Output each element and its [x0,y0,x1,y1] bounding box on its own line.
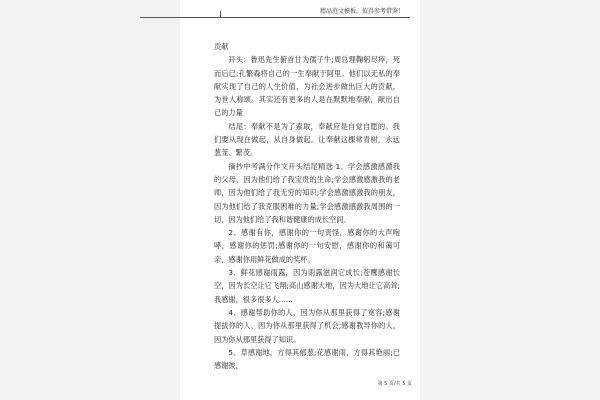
document-body [214,40,400,372]
paragraph-1: 摘抄中考满分作文开头结尾精选 1、学会感激感激我的父母，因为他们给了我宝贵的生命;学会感激感激我的老师，因为他们给了我无穷的知识;学会感激感激我的朋友，因为他们给了我克服困难的力量;学会感激感激我周围的一切，因为他们给了我和谐健康的成长空间。 [214,161,400,224]
header-divider-tick [220,11,221,18]
paragraph-3: 3、鲜花感谢雨露，因为雨露滋润它成长;苍鹰感谢长空，因为长空让它飞翔;高山感谢大地，因为大地让它高耸;我感谢，很多很多人…… [214,268,400,304]
page-number: 第 5 页/共 5 页 [377,381,412,387]
paragraph-4: 4、感谢帮助你的人，因为你从那里获得了宽容;感谢提拔你的人，因为你从那里获得了机会;感谢教导你的人，因为你从那里获得了知识。 [214,307,400,344]
header-tagline: 精品范文模板，值得参考借鉴！ [319,8,404,15]
paragraph-5: 5、草感谢地，方得其郁葱;花感谢雨，方得其艳丽;已感谢彼， [214,347,400,371]
document-page [180,0,420,400]
paragraph-opening: 开头：鲁迅先生俯首甘为孺子牛;周总理鞠躬尽瘁，死而后已;孔繁森将自己的一生奉献于阿里。他们以无私的奉献实现了自己的人生价值，为社会进步做出巨大的贡献，为世人称颂。其实还有更多的人是在默默地奉献，献出自己的力量 [214,55,400,118]
paragraph-ending: 结尾：奉献不是为了索取，奉献应是自觉自愿的。我们要从现在做起，从自身做起。让奉献这棵常青树，永远葱茏、繁茂。 [214,121,400,158]
paragraph-2: 2、感谢有你，感谢你的一句责怪，感谢你的大声咆哮，感谢你的惩罚;感谢你的一句安慰，感谢你的和蔼可亲，感谢你用鲜花做成的奖杯。 [214,228,400,264]
header-divider [140,17,410,18]
document-title: 贡献 [214,42,229,51]
